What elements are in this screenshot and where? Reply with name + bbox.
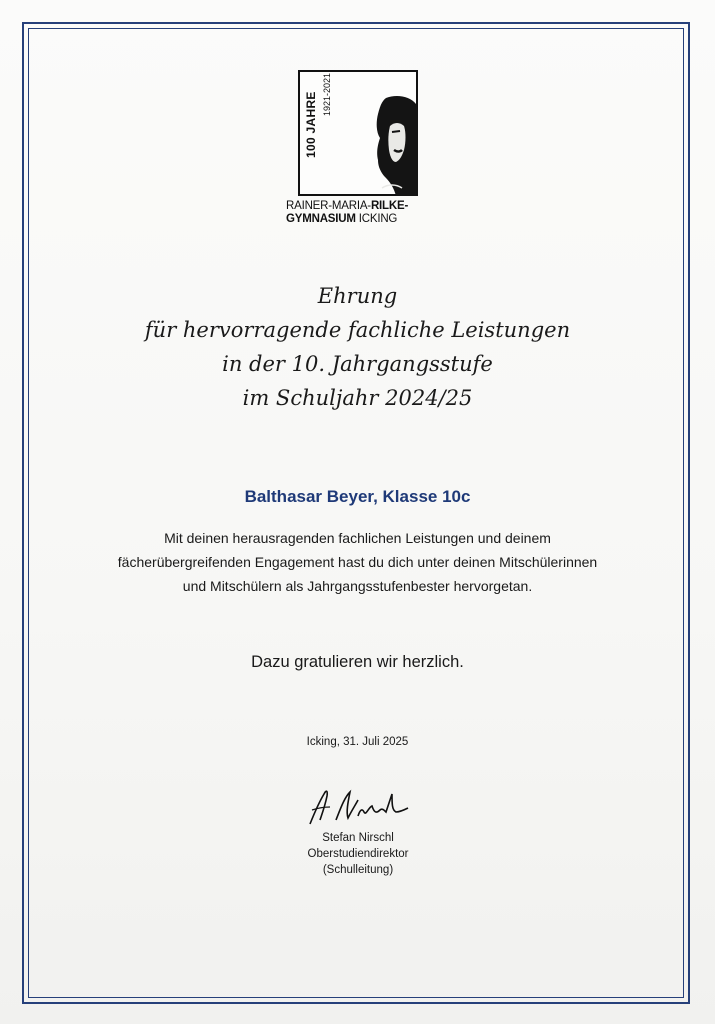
logo-anniversary: 100 JAHRE (304, 91, 318, 158)
congratulations: Dazu gratulieren wir herzlich. (251, 653, 464, 671)
title-line: Ehrung (317, 284, 398, 308)
signer-unit: (Schulleitung) (322, 864, 394, 876)
rilke-portrait-icon (356, 92, 418, 196)
title-line: im Schuljahr 2024/25 (242, 386, 473, 410)
signer-name: Stefan Nirschl (322, 832, 394, 844)
recipient-name: Balthasar Beyer, Klasse 10c (244, 487, 471, 506)
title-line: in der 10. Jahrgangsstufe (222, 352, 493, 376)
school-name: RAINER-MARIA-RILKE- GYMNASIUM ICKING (286, 200, 409, 225)
handwritten-signature (302, 780, 422, 832)
place-date: Icking, 31. Juli 2025 (306, 736, 409, 748)
signer-role: Oberstudiendirektor (307, 848, 409, 860)
citation-text: Mit deinen herausragenden fachlichen Leistungen und deinem fächerübergreifenden Engagement hast du dich unter deinen Mitschülerinnen und Mitschülern als Jahrgangsstufenbester hervorgetan. (117, 530, 598, 594)
title-line: für hervorragende fachliche Leistungen (144, 318, 571, 342)
logo-years: 1921-2021 (322, 72, 332, 116)
certificate-title (60, 279, 655, 415)
signer-block (290, 830, 426, 878)
